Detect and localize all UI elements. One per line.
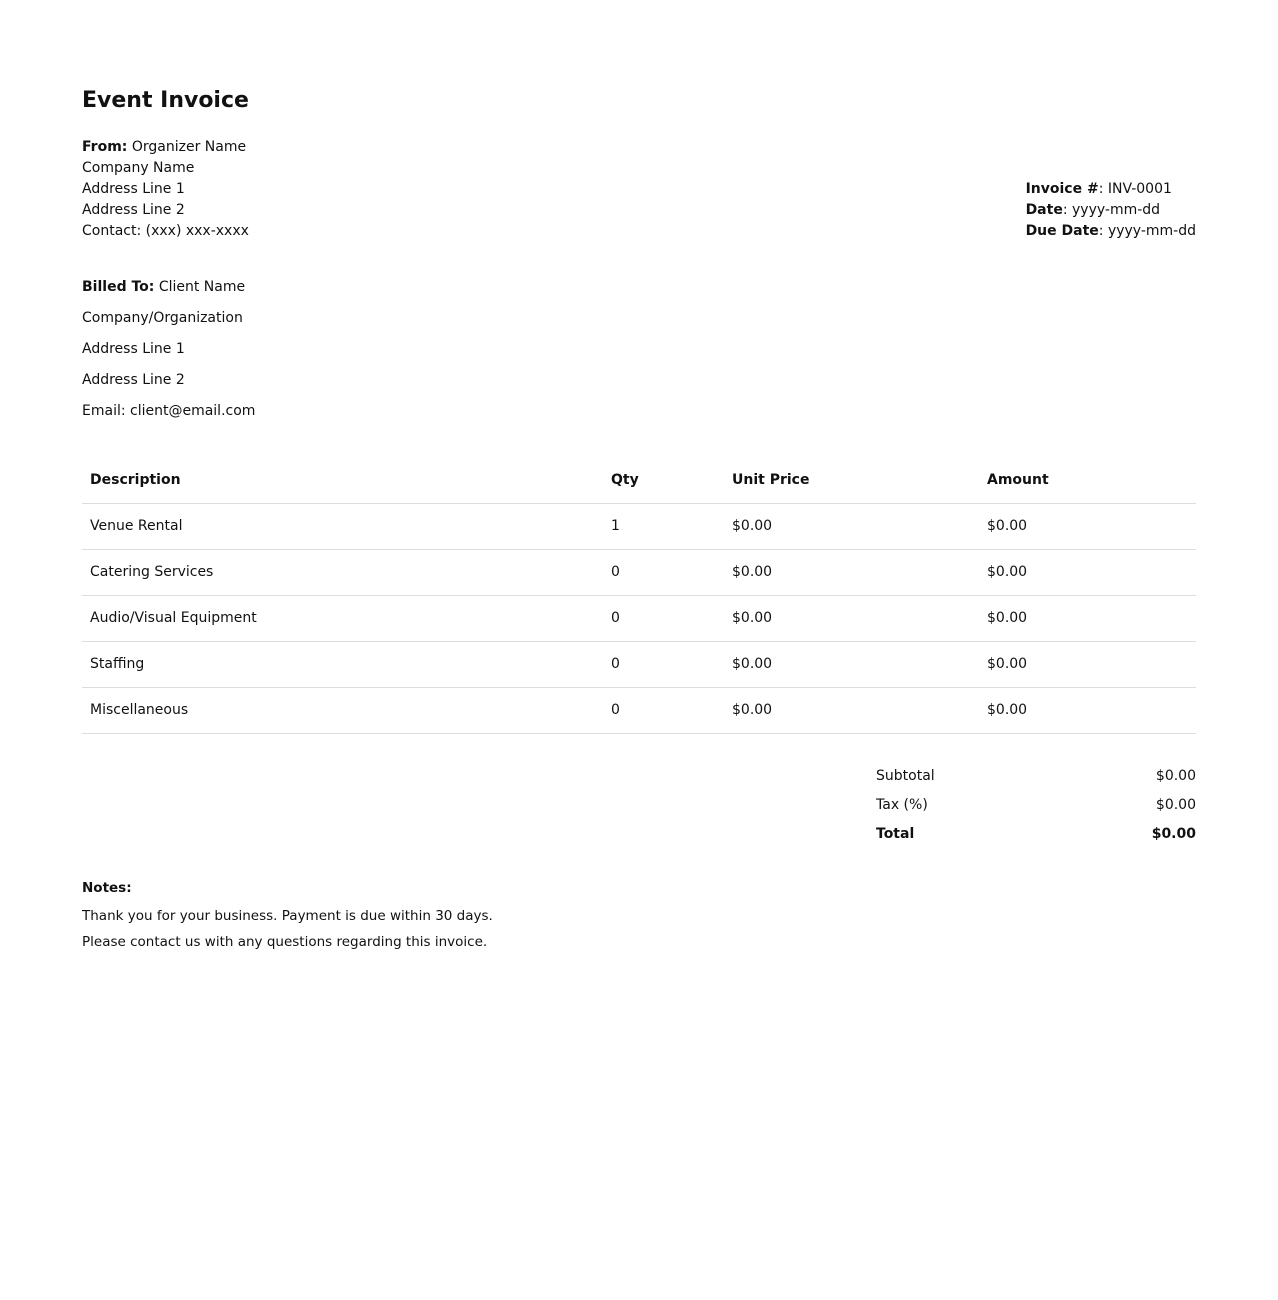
notes-block: [82, 878, 493, 955]
item-unit-price: $0.00: [724, 641, 979, 687]
date-label: Date: [1025, 202, 1063, 218]
header-description: Description: [82, 458, 603, 503]
item-amount: $0.00: [979, 549, 1196, 595]
subtotal-label: Subtotal: [876, 768, 935, 784]
table-header-row: [82, 458, 1196, 503]
invoice-number: INV-0001: [1107, 181, 1172, 197]
from-block: [82, 137, 249, 242]
from-address-2: Address Line 2: [82, 202, 185, 218]
item-qty: 1: [603, 503, 724, 549]
table-row: [82, 549, 1196, 595]
line-items-table: [82, 458, 1196, 734]
invoice-number-label: Invoice #: [1025, 181, 1099, 197]
header-amount: Amount: [979, 458, 1196, 503]
item-unit-price: $0.00: [724, 549, 979, 595]
client-company: Company/Organization: [82, 310, 243, 326]
item-description: Staffing: [82, 641, 603, 687]
invoice-date: yyyy-mm-dd: [1072, 202, 1161, 218]
table-row: [82, 687, 1196, 733]
from-label: From:: [82, 139, 128, 155]
item-qty: 0: [603, 549, 724, 595]
item-description: Miscellaneous: [82, 687, 603, 733]
page-title: Event Invoice: [82, 88, 249, 113]
item-qty: 0: [603, 687, 724, 733]
due-date: yyyy-mm-dd: [1107, 223, 1196, 239]
invoice-meta: Invoice #: INV-0001 Date: yyyy-mm-dd Due Date: yyyy-mm-dd: [1025, 181, 1196, 239]
client-name: Client Name: [158, 279, 246, 295]
from-company: Company Name: [82, 160, 195, 176]
item-amount: $0.00: [979, 687, 1196, 733]
item-unit-price: $0.00: [724, 687, 979, 733]
client-email: Email: client@email.com: [82, 403, 256, 419]
notes-line: Please contact us with any questions regarding this invoice.: [82, 934, 488, 950]
due-date-label: Due Date: [1025, 223, 1099, 239]
item-description: Audio/Visual Equipment: [82, 595, 603, 641]
tax-label: Tax (%): [876, 797, 928, 813]
item-description: Venue Rental: [82, 503, 603, 549]
organizer-name: Organizer Name: [131, 139, 247, 155]
client-address-2: Address Line 2: [82, 372, 185, 388]
item-qty: 0: [603, 595, 724, 641]
from-address-1: Address Line 1: [82, 181, 185, 197]
item-amount: $0.00: [979, 595, 1196, 641]
notes-label: Notes:: [82, 880, 132, 896]
header-qty: Qty: [603, 458, 724, 503]
header-unit-price: Unit Price: [724, 458, 979, 503]
table-row: [82, 595, 1196, 641]
totals-block: [876, 764, 1196, 851]
billed-to-label: Billed To:: [82, 279, 155, 295]
item-amount: $0.00: [979, 503, 1196, 549]
item-amount: $0.00: [979, 641, 1196, 687]
total-label: Total: [876, 826, 915, 842]
table-row: [82, 503, 1196, 549]
item-unit-price: $0.00: [724, 503, 979, 549]
total-value: $0.00: [1151, 826, 1196, 842]
from-contact: Contact: (xxx) xxx-xxxx: [82, 223, 249, 239]
item-qty: 0: [603, 641, 724, 687]
item-description: Catering Services: [82, 549, 603, 595]
notes-line: Thank you for your business. Payment is due within 30 days.: [82, 908, 493, 924]
tax-value: $0.00: [1155, 797, 1196, 813]
item-unit-price: $0.00: [724, 595, 979, 641]
client-address-1: Address Line 1: [82, 341, 185, 357]
billed-to-block: [82, 277, 255, 432]
table-row: [82, 641, 1196, 687]
subtotal-value: $0.00: [1155, 768, 1196, 784]
